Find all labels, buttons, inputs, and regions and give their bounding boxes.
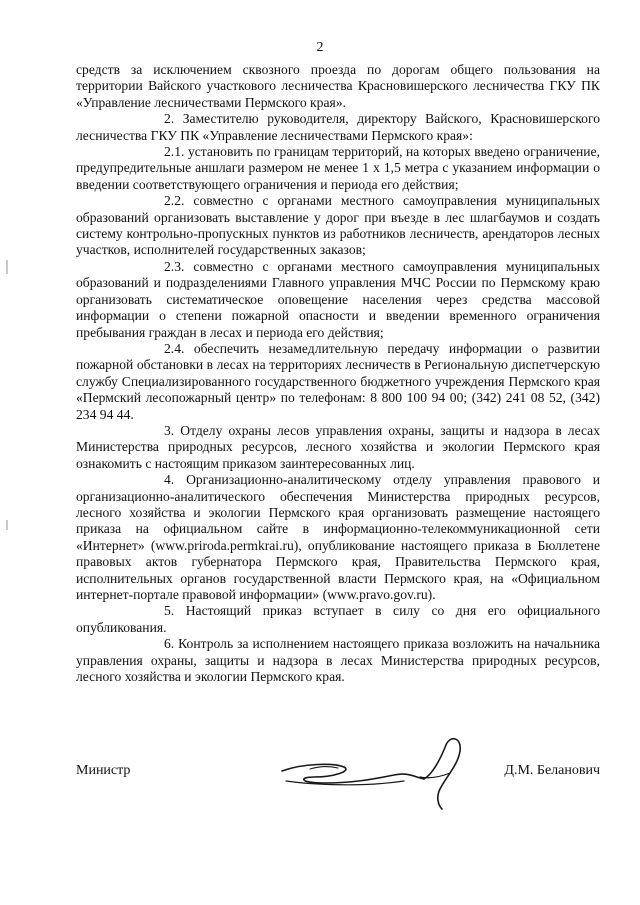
paragraph-number: 2.3.	[164, 258, 185, 274]
paragraph-text: установить по границам территорий, на которых введено ограничение, предупредительные аншлаги размером не менее 1 х 1,5 метра с указанием информации о введении соответствующего ограничения и периода его действия;	[76, 144, 600, 192]
paragraph-number: 4.	[164, 472, 175, 488]
paragraph-text: совместно с органами местного самоуправления муниципальных образований и подразделениями Главного управления МЧС России по Пермскому краю организовать систематическое оповещение населения через средства массовой информации о степени пожарной опасности и введении временного ограничения пребывания граждан в лесах и периода его действия;	[76, 258, 600, 340]
paragraph-number: 2.4.	[164, 340, 185, 356]
paragraph-text: Отделу охраны лесов управления охраны, защиты и надзора в лесах Министерства природных ресурсов, лесного хозяйства и экологии Пермского края ознакомить с настоящим приказом заинтересованных лиц.	[76, 422, 600, 471]
paragraph-text: Контроль за исполнением настоящего приказа возложить на начальника управления охраны, защиты и надзора в лесах Министерства природных ресурсов, лесного хозяйства и экологии Пермского края.	[76, 636, 600, 685]
document-body	[76, 62, 600, 685]
handwritten-signature	[274, 733, 484, 813]
paragraph-6	[76, 636, 600, 685]
paragraph-2-3	[76, 259, 600, 341]
paragraph-text: средств за исключением сквозного проезда по дорогам общего пользования на территории Вайского участкового лесничества Красновишерского лесничества ГКУ ПК «Управление лесничествами Пермского края».	[76, 62, 600, 110]
paragraph-text: Заместителю руководителя, директору Вайского, Красновишерского лесничества ГКУ ПК «Управление лесничествами Пермского края»:	[76, 111, 600, 143]
paragraph-3	[76, 423, 600, 472]
paragraph-text: обеспечить незамедлительную передачу информации о развитии пожарной обстановки в лесах на территориях лесничеств в Региональную диспетчерскую службу Специализированного государственного бюджетного учреждения Пермского края «Пермский лесопожарный центр» по телефонам: 8 800 100 94 00; (342) 241 08 52, (342) 234 94 44.	[76, 340, 600, 422]
scan-artifact	[6, 260, 8, 274]
paragraph-number: 5.	[164, 603, 175, 619]
signatory-title: Министр	[76, 763, 131, 778]
paragraph-number: 2.1.	[164, 144, 185, 160]
paragraph-number: 2.2.	[164, 193, 185, 209]
paragraph-5	[76, 603, 600, 636]
scan-artifact	[6, 520, 8, 530]
paragraph-text: Организационно-аналитическому отделу управления правового и организационно-аналитического обеспечения Министерства природных ресурсов, лесного хозяйства и экологии Пермского края организовать размещение настоящего приказа на официальном сайте в информационно-телекоммуникационной сети «Интернет» (www.priroda.permkrai.ru), опубликование настоящего приказа в Бюллетене правовых актов губернатора Пермского края, Правительства Пермского края, исполнительных органов государственной власти Пермского края, на «Официальном интернет-портале правовой информации» (www.pravo.gov.ru).	[76, 472, 600, 602]
paragraph-number: 2.	[164, 111, 175, 127]
paragraph-text: Настоящий приказ вступает в силу со дня его официального опубликования.	[76, 603, 601, 635]
paragraph-4	[76, 472, 600, 603]
paragraph-2-2	[76, 193, 600, 259]
signatory-name: Д.М. Беланович	[504, 763, 600, 778]
paragraph-2	[76, 111, 600, 144]
paragraph-text: совместно с органами местного самоуправления муниципальных образований организовать выставление у дорог при въезде в лес шлагбаумов и создать систему контрольно-пропускных пунктов из работников лесничеств, арендаторов лесных участков, исполнителей государственных заказов;	[76, 193, 600, 258]
signature-block	[76, 733, 600, 823]
paragraph-number: 6.	[164, 636, 175, 652]
paragraph-2-1	[76, 144, 600, 193]
page-number: 2	[316, 40, 324, 55]
paragraph-continuation	[76, 62, 600, 111]
paragraph-2-4	[76, 341, 600, 423]
paragraph-number: 3.	[164, 422, 175, 438]
